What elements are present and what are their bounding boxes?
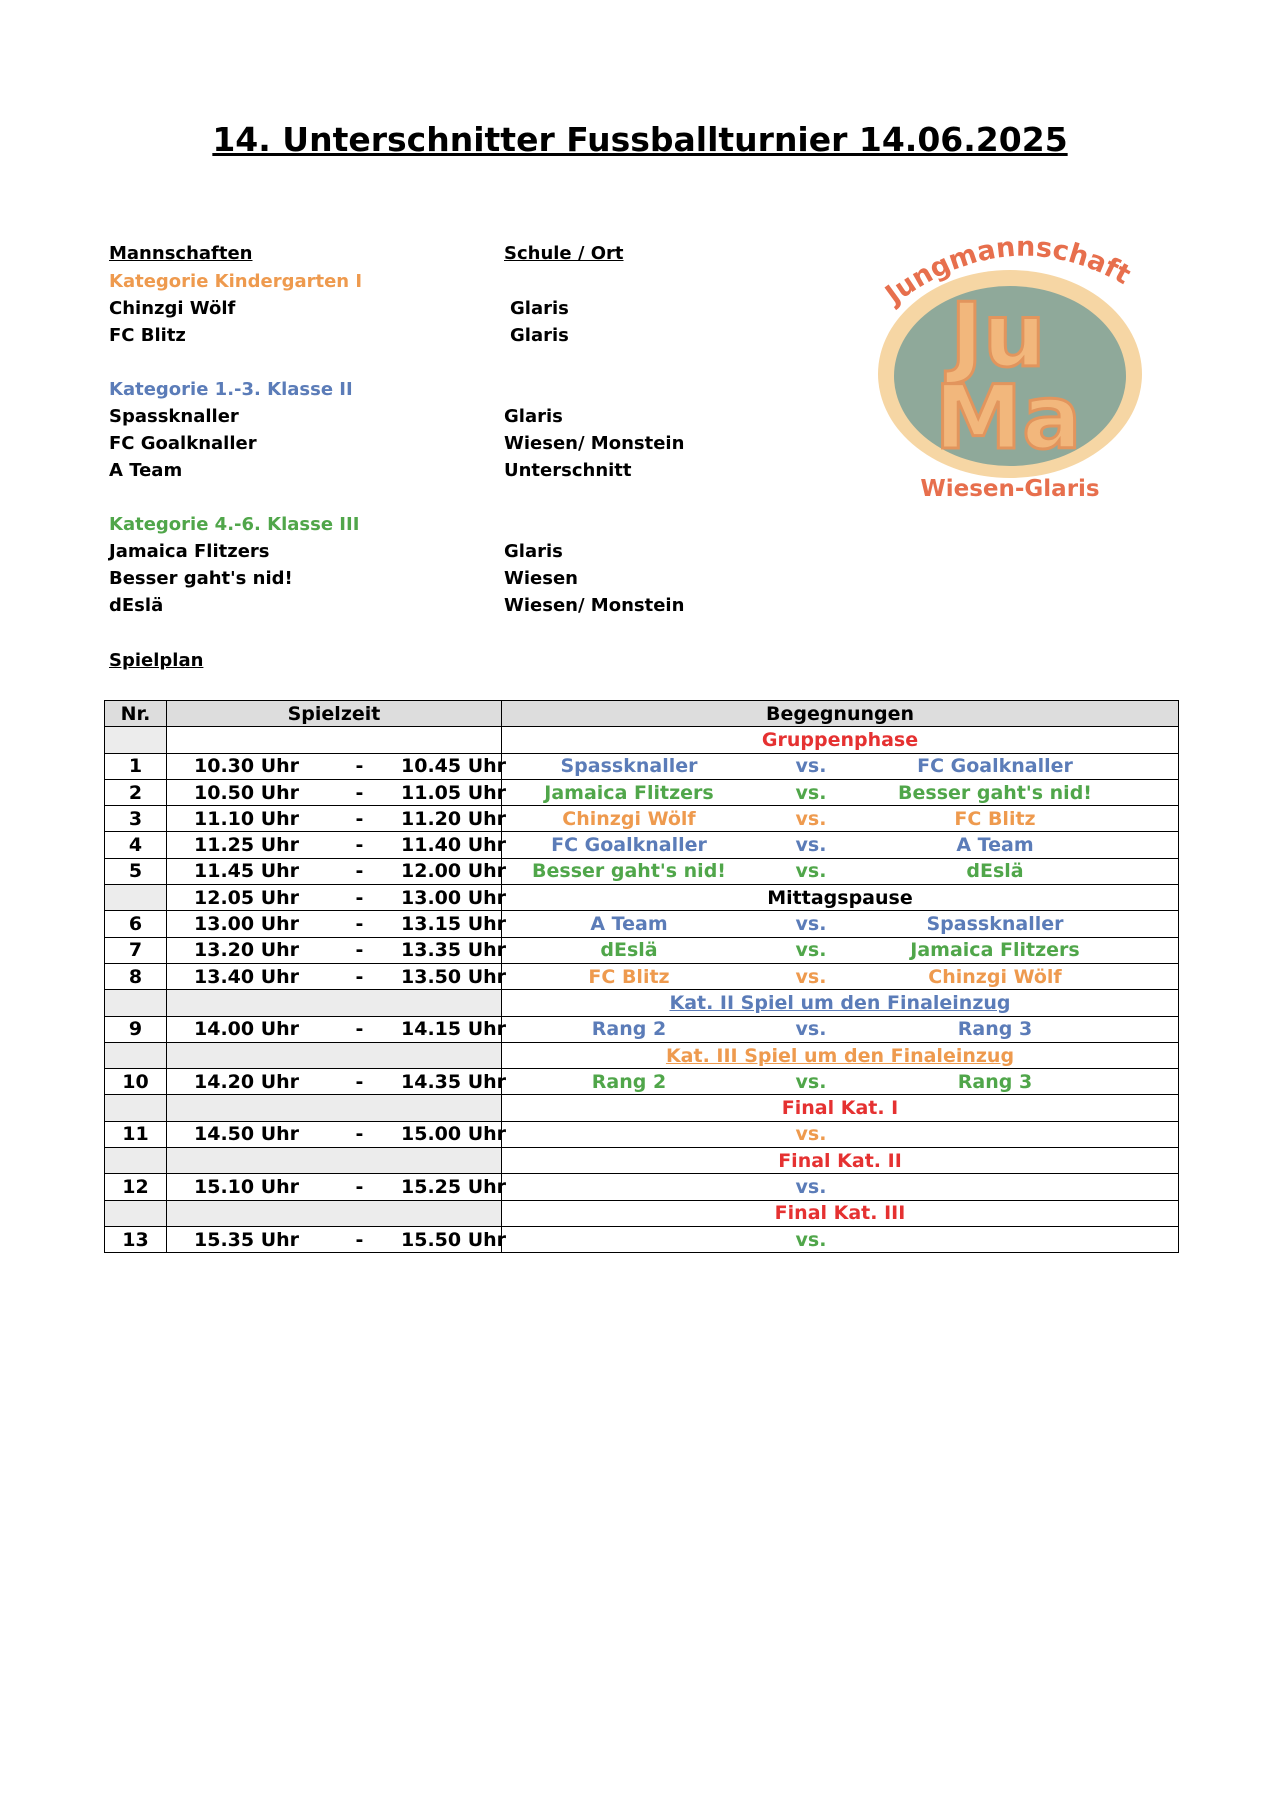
team-name: Besser gaht's nid! — [109, 568, 293, 589]
team-name: Jamaica Flitzers — [109, 541, 270, 562]
cell-nr — [105, 885, 167, 911]
start-time: 15.10 Uhr — [194, 1175, 300, 1198]
section-label: Kat. II Spiel um den Finaleinzug — [502, 990, 1179, 1016]
cell-nr — [105, 1148, 167, 1174]
section-label: Final Kat. II — [502, 1148, 1179, 1174]
cell-nr: 12 — [105, 1174, 167, 1200]
team-place: Wiesen/ Monstein — [504, 595, 685, 616]
team-place: Wiesen — [504, 568, 578, 589]
team-b: dEslä — [966, 860, 1024, 883]
cell-nr: 13 — [105, 1226, 167, 1252]
start-time: 13.40 Uhr — [194, 965, 300, 988]
cell-time — [167, 1148, 502, 1174]
cell-nr: 3 — [105, 806, 167, 832]
vs-label: vs. — [795, 965, 827, 988]
table-row — [105, 727, 1179, 753]
separator: - — [355, 939, 364, 962]
cell-time — [167, 1095, 502, 1121]
cell-nr — [105, 727, 167, 753]
cell-nr: 4 — [105, 832, 167, 858]
start-time: 12.05 Uhr — [194, 886, 300, 909]
separator: - — [355, 886, 364, 909]
team-a: FC Blitz — [588, 965, 670, 988]
team-a: FC Goalknaller — [551, 834, 707, 857]
end-time: 13.50 Uhr — [401, 965, 507, 988]
separator: - — [355, 807, 364, 830]
team-name: Chinzgi Wölf — [109, 298, 236, 319]
logo-bottom-text: Wiesen-Glaris — [920, 476, 1100, 502]
team-place: Glaris — [510, 325, 569, 346]
vs-label: vs. — [795, 1123, 827, 1146]
table-row — [105, 937, 1179, 963]
table-row — [105, 858, 1179, 884]
end-time: 15.25 Uhr — [401, 1175, 507, 1198]
section-label: Kat. III Spiel um den Finaleinzug — [502, 1042, 1179, 1068]
table-row — [105, 1042, 1179, 1068]
team-name: Spassknaller — [109, 406, 239, 427]
team-b: Besser gaht's nid! — [898, 781, 1092, 804]
table-row — [105, 990, 1179, 1016]
start-time: 10.30 Uhr — [194, 755, 300, 778]
team-a: Spassknaller — [560, 755, 698, 778]
start-time: 14.50 Uhr — [194, 1123, 300, 1146]
vs-label: vs. — [795, 1228, 827, 1251]
cell-nr: 5 — [105, 858, 167, 884]
separator: - — [355, 1070, 364, 1093]
end-time: 13.15 Uhr — [401, 913, 507, 936]
separator: - — [355, 913, 364, 936]
column-header-time: Spielzeit — [167, 701, 502, 727]
section-label: Gruppenphase — [502, 727, 1179, 753]
team-name: dEslä — [109, 595, 164, 616]
end-time: 15.50 Uhr — [401, 1228, 507, 1251]
team-place: Unterschnitt — [504, 460, 632, 481]
team-a: A Team — [590, 913, 668, 936]
cell-time — [167, 1042, 502, 1068]
cell-nr — [105, 1200, 167, 1226]
team-a: Jamaica Flitzers — [544, 781, 714, 804]
team-place: Glaris — [504, 541, 563, 562]
team-name: FC Goalknaller — [109, 433, 257, 454]
category-label: Kategorie 1.-3. Klasse II — [109, 379, 353, 400]
start-time: 13.00 Uhr — [194, 913, 300, 936]
cell-nr — [105, 1095, 167, 1121]
separator: - — [355, 1123, 364, 1146]
team-b: A Team — [956, 834, 1034, 857]
team-name: A Team — [109, 460, 183, 481]
end-time: 11.05 Uhr — [401, 781, 507, 804]
table-row — [105, 1200, 1179, 1226]
table-row — [105, 779, 1179, 805]
section-label: Final Kat. III — [502, 1200, 1179, 1226]
school-header: Schule / Ort — [504, 243, 624, 264]
logo-big-text: Ma — [934, 366, 1082, 469]
vs-label: vs. — [795, 755, 827, 778]
end-time: 15.00 Uhr — [401, 1123, 507, 1146]
vs-label: vs. — [795, 807, 827, 830]
end-time: 11.20 Uhr — [401, 807, 507, 830]
vs-label: vs. — [795, 939, 827, 962]
vs-label: vs. — [795, 781, 827, 804]
team-place: Glaris — [510, 298, 569, 319]
team-b: FC Blitz — [954, 807, 1036, 830]
table-row — [105, 1121, 1179, 1147]
start-time: 11.10 Uhr — [194, 807, 300, 830]
cell-time — [167, 990, 502, 1016]
cell-nr: 1 — [105, 753, 167, 779]
team-place: Glaris — [504, 406, 563, 427]
team-a: Rang 2 — [591, 1070, 667, 1093]
cell-nr — [105, 1042, 167, 1068]
start-time: 15.35 Uhr — [194, 1228, 300, 1251]
cell-nr: 9 — [105, 1016, 167, 1042]
logo-top-text: Jungmannschaft — [879, 231, 1136, 311]
lunch-break-label: Mittagspause — [502, 885, 1179, 911]
vs-label: vs. — [795, 860, 827, 883]
start-time: 11.25 Uhr — [194, 834, 300, 857]
table-row — [105, 1016, 1179, 1042]
cell-nr: 6 — [105, 911, 167, 937]
table-row — [105, 832, 1179, 858]
team-a: dEslä — [600, 939, 658, 962]
cell-nr: 11 — [105, 1121, 167, 1147]
category-label: Kategorie Kindergarten I — [109, 271, 363, 292]
separator: - — [355, 1175, 364, 1198]
start-time: 11.45 Uhr — [194, 860, 300, 883]
cell-nr — [105, 990, 167, 1016]
separator: - — [355, 860, 364, 883]
category-label: Kategorie 4.-6. Klasse III — [109, 514, 360, 535]
cell-time — [167, 1200, 502, 1226]
cell-time — [167, 727, 502, 753]
end-time: 13.00 Uhr — [401, 886, 507, 909]
table-row — [105, 911, 1179, 937]
team-b: Spassknaller — [926, 913, 1064, 936]
table-row — [105, 1226, 1179, 1252]
start-time: 10.50 Uhr — [194, 781, 300, 804]
spielplan-heading: Spielplan — [109, 650, 204, 671]
end-time: 14.35 Uhr — [401, 1070, 507, 1093]
team-name: FC Blitz — [109, 325, 186, 346]
table-row — [105, 1095, 1179, 1121]
end-time: 12.00 Uhr — [401, 860, 507, 883]
start-time: 14.00 Uhr — [194, 1018, 300, 1041]
table-row — [105, 1174, 1179, 1200]
table-row — [105, 1148, 1179, 1174]
table-row — [105, 885, 1179, 911]
separator: - — [355, 834, 364, 857]
team-b: FC Goalknaller — [917, 755, 1073, 778]
team-a: Chinzgi Wölf — [562, 807, 696, 830]
team-b: Rang 3 — [957, 1070, 1033, 1093]
section-label: Final Kat. I — [502, 1095, 1179, 1121]
team-b: Chinzgi Wölf — [928, 965, 1062, 988]
table-row — [105, 1069, 1179, 1095]
vs-label: vs. — [795, 1018, 827, 1041]
table-row — [105, 806, 1179, 832]
start-time: 14.20 Uhr — [194, 1070, 300, 1093]
vs-label: vs. — [795, 1070, 827, 1093]
table-row — [105, 963, 1179, 989]
vs-label: vs. — [795, 834, 827, 857]
schedule-table — [104, 700, 1179, 1253]
column-header-nr: Nr. — [105, 701, 167, 727]
end-time: 11.40 Uhr — [401, 834, 507, 857]
team-a: Besser gaht's nid! — [532, 860, 726, 883]
team-a: Rang 2 — [591, 1018, 667, 1041]
vs-label: vs. — [795, 1175, 827, 1198]
column-header-match: Begegnungen — [502, 701, 1179, 727]
separator: - — [355, 1228, 364, 1251]
separator: - — [355, 781, 364, 804]
juma-logo — [868, 226, 1148, 506]
page-title: 14. Unterschnitter Fussballturnier 14.06.2025 — [212, 120, 1068, 159]
separator: - — [355, 965, 364, 988]
logo-big-text: Ju — [950, 284, 1046, 387]
cell-nr: 2 — [105, 779, 167, 805]
end-time: 10.45 Uhr — [401, 755, 507, 778]
team-b: Jamaica Flitzers — [910, 939, 1080, 962]
table-row — [105, 753, 1179, 779]
cell-nr: 8 — [105, 963, 167, 989]
separator: - — [355, 755, 364, 778]
team-place: Wiesen/ Monstein — [504, 433, 685, 454]
vs-label: vs. — [795, 913, 827, 936]
end-time: 14.15 Uhr — [401, 1018, 507, 1041]
cell-nr: 10 — [105, 1069, 167, 1095]
end-time: 13.35 Uhr — [401, 939, 507, 962]
table-header-row — [105, 701, 1179, 727]
team-b: Rang 3 — [957, 1018, 1033, 1041]
teams-header: Mannschaften — [109, 243, 253, 264]
separator: - — [355, 1018, 364, 1041]
start-time: 13.20 Uhr — [194, 939, 300, 962]
cell-nr: 7 — [105, 937, 167, 963]
